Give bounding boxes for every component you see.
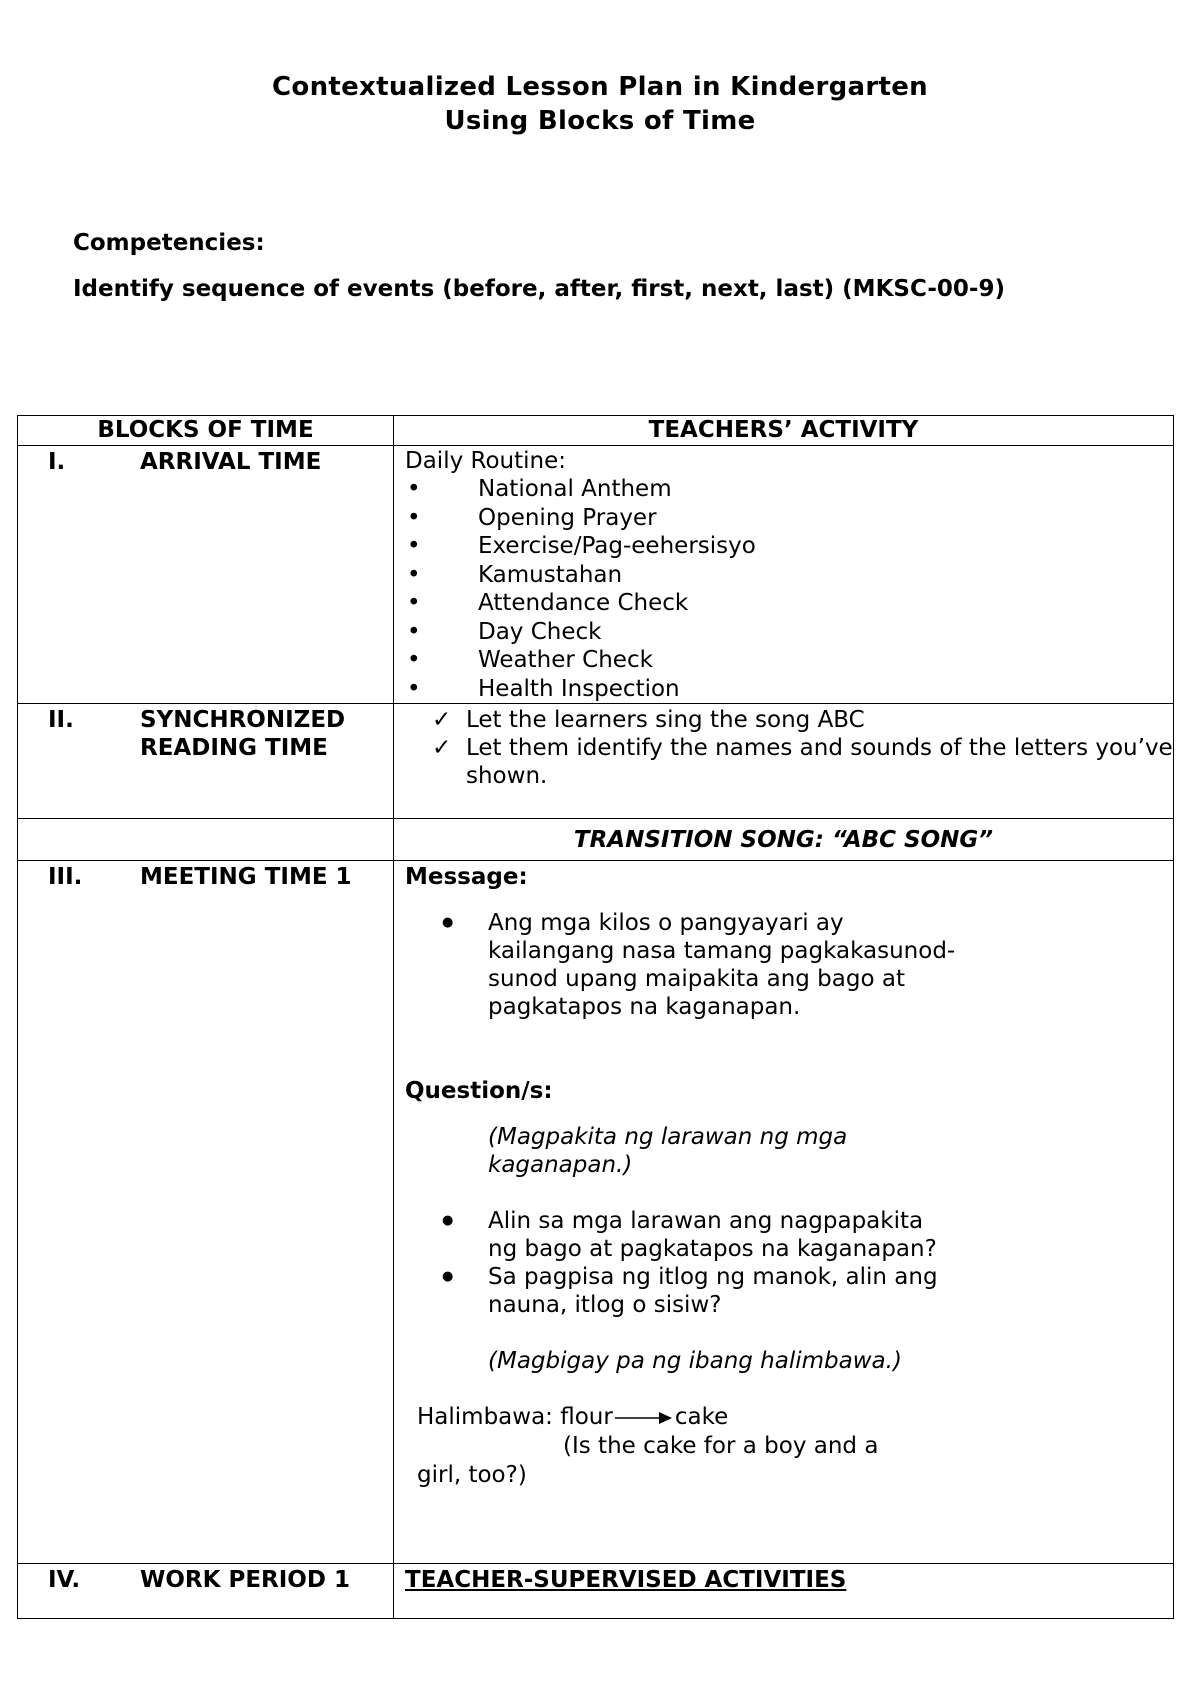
arrow-right-icon	[615, 1411, 673, 1425]
check-icon: ✓	[432, 707, 452, 733]
arrival-time-row	[18, 446, 1174, 704]
list-item: • Weather Check	[405, 646, 1173, 675]
list-item: • Opening Prayer	[405, 504, 1173, 533]
reading-check-list	[394, 704, 1173, 790]
meeting-activity-cell	[394, 861, 1174, 1564]
transition-row	[18, 819, 1174, 861]
reading-number: II.	[48, 707, 74, 733]
example-line	[394, 1403, 1173, 1432]
instruction-more-examples: (Magbigay pa ng ibang halimbawa.)	[488, 1348, 902, 1374]
work-block-cell	[18, 1564, 394, 1619]
transition-song: TRANSITION SONG: “ABC SONG”	[573, 827, 994, 853]
meeting-name: MEETING TIME 1	[140, 864, 352, 890]
teacher-supervised-activities: TEACHER-SUPERVISED ACTIVITIES	[405, 1567, 847, 1593]
list-item: • Health Inspection	[405, 675, 1173, 704]
teachers-activity-header: TEACHERS’ ACTIVITY	[394, 416, 1174, 446]
reading-block-cell	[18, 704, 394, 819]
check-icon: ✓	[432, 735, 452, 761]
list-item: ● Ang mga kilos o pangyayari ay kailangang nasa tamang pagkakasunod-sunod upang maipakita ang bago at pagkatapos na kaganapan.	[394, 909, 958, 1021]
work-name: WORK PERIOD 1	[140, 1567, 350, 1593]
work-activity-cell	[394, 1564, 1174, 1619]
list-item: ✓ Let them identify the names and sounds of the letters you’ve shown.	[432, 735, 1173, 789]
daily-routine-label: Daily Routine:	[405, 448, 566, 474]
work-period-row	[18, 1564, 1174, 1619]
document-subtitle: Using Blocks of Time	[444, 106, 756, 136]
example-question-line1: (Is the cake for a boy and a	[563, 1433, 879, 1459]
reading-name-line2: READING TIME	[140, 735, 328, 761]
arrival-block-cell	[18, 446, 394, 704]
blocks-of-time-header: BLOCKS OF TIME	[18, 416, 394, 446]
meeting-time-row	[18, 861, 1174, 1564]
list-item: ✓ Let the learners sing the song ABC	[432, 707, 865, 733]
arrival-activity-cell	[394, 446, 1174, 704]
example-prefix: Halimbawa: flour	[417, 1404, 613, 1430]
list-item: • National Anthem	[405, 475, 1173, 504]
message-label: Message:	[405, 864, 528, 890]
list-item: • Kamustahan	[405, 561, 1173, 590]
transition-song-cell	[394, 819, 1174, 861]
example-question-line2: girl, too?)	[417, 1462, 527, 1488]
message-list	[394, 909, 1173, 1021]
reading-activity-cell	[394, 704, 1174, 819]
list-item: • Day Check	[405, 618, 1173, 647]
list-item: ● Alin sa mga larawan ang nagpapakita ng bago at pagkatapos na kaganapan?	[394, 1207, 958, 1263]
daily-routine-list	[405, 475, 1173, 703]
example-result: cake	[674, 1404, 729, 1430]
competencies-label: Competencies:	[73, 230, 265, 256]
question-label: Question/s:	[405, 1078, 553, 1104]
table-header-row	[18, 416, 1174, 446]
competencies-text: Identify sequence of events (before, after, first, next, last) (MKSC-00-9)	[73, 276, 1005, 302]
work-number: IV.	[48, 1567, 81, 1593]
document-title: Contextualized Lesson Plan in Kindergarten	[272, 72, 928, 102]
meeting-number: III.	[48, 864, 83, 890]
question-list	[394, 1207, 1173, 1319]
meeting-block-cell	[18, 861, 394, 1564]
reading-name-line1: SYNCHRONIZED	[140, 707, 346, 733]
reading-time-row	[18, 704, 1174, 819]
arrival-name: ARRIVAL TIME	[140, 449, 322, 475]
list-item: • Exercise/Pag-eehersisyo	[405, 532, 1173, 561]
arrival-number: I.	[48, 449, 66, 475]
list-item: • Attendance Check	[405, 589, 1173, 618]
lesson-plan-table	[17, 415, 1174, 1619]
transition-empty-cell	[18, 819, 394, 861]
list-item: ● Sa pagpisa ng itlog ng manok, alin ang nauna, itlog o sisiw?	[394, 1263, 958, 1319]
instruction-show-pictures: (Magpakita ng larawan ng mga kaganapan.)	[488, 1124, 848, 1178]
example-question	[394, 1432, 917, 1490]
